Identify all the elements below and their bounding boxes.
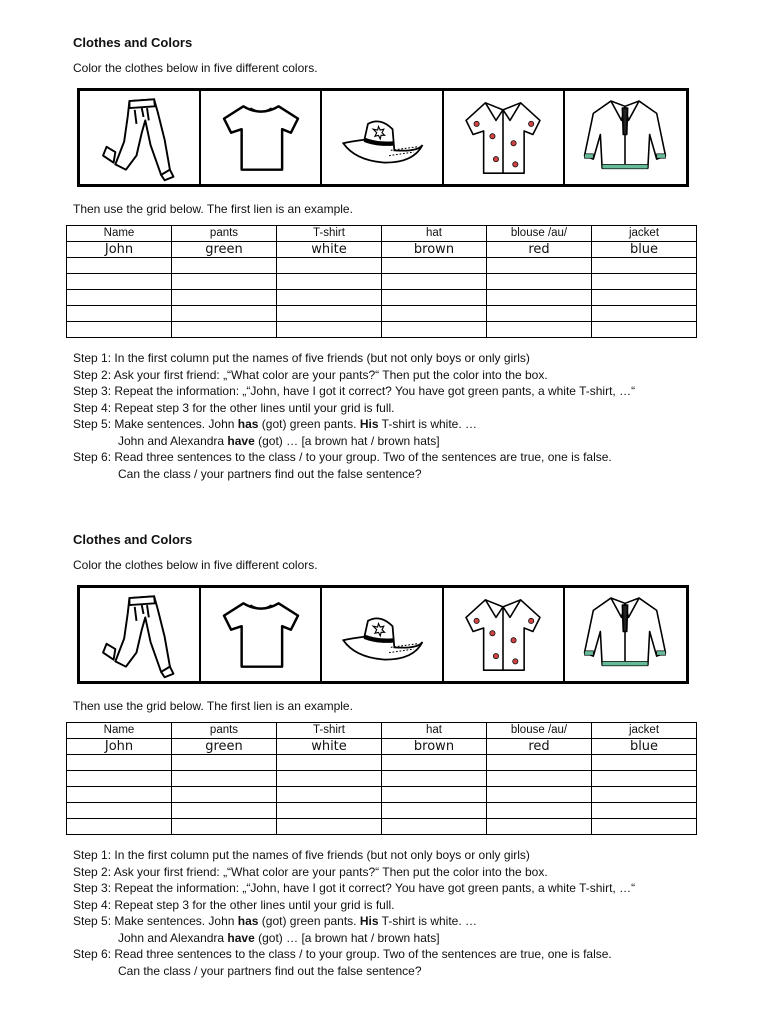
table-cell[interactable]: [382, 787, 487, 803]
table-row: [67, 290, 697, 306]
header-jacket: jacket: [592, 723, 697, 739]
table-row: [67, 803, 697, 819]
step-5-text: John and Alexandra: [118, 930, 228, 945]
example-row: [67, 739, 697, 755]
pants-cell: [80, 588, 201, 681]
header-hat: hat: [382, 226, 487, 242]
header-pants: pants: [172, 226, 277, 242]
table-cell[interactable]: [277, 787, 382, 803]
steps-list: [73, 350, 635, 482]
grid-intro: Then use the grid below. The first lien is an example.: [73, 202, 353, 216]
table-cell[interactable]: [487, 755, 592, 771]
jacket-cell: [565, 91, 686, 184]
step-5-text: (got) … [a brown hat / brown hats]: [254, 433, 440, 448]
table-row: [67, 771, 697, 787]
color-instruction: Color the clothes below in five different colors.: [73, 61, 318, 75]
table-cell[interactable]: [277, 819, 382, 835]
step-1: Step 1: In the first column put the names of five friends (but not only boys or only girls): [73, 351, 530, 365]
table-cell: blue: [592, 739, 697, 755]
blouse-icon: [457, 94, 549, 182]
hat-icon: [336, 94, 428, 182]
table-cell[interactable]: [592, 819, 697, 835]
step-5-text: Step 5: Make sentences. John: [73, 417, 238, 431]
table-cell[interactable]: [382, 819, 487, 835]
header-tshirt: T-shirt: [277, 723, 382, 739]
table-cell[interactable]: [277, 306, 382, 322]
table-row: [67, 819, 697, 835]
step-5-text: Step 5: Make sentences. John: [73, 914, 238, 928]
header-tshirt: T-shirt: [277, 226, 382, 242]
table-cell[interactable]: [592, 322, 697, 338]
table-cell[interactable]: [67, 274, 172, 290]
table-cell[interactable]: [277, 258, 382, 274]
table-cell[interactable]: [592, 306, 697, 322]
pants-icon: [94, 591, 186, 679]
blouse-icon: [457, 591, 549, 679]
table-cell[interactable]: [382, 755, 487, 771]
table-cell: green: [172, 739, 277, 755]
color-grid-table: [66, 225, 697, 338]
step-6-continued: Can the class / your partners find out the false sentence?: [118, 963, 422, 978]
table-cell[interactable]: [67, 306, 172, 322]
table-cell[interactable]: [172, 290, 277, 306]
header-hat: hat: [382, 723, 487, 739]
table-cell[interactable]: [487, 819, 592, 835]
table-cell[interactable]: [172, 274, 277, 290]
header-blouse: blouse /au/: [487, 723, 592, 739]
table-cell[interactable]: [67, 787, 172, 803]
table-cell[interactable]: [172, 787, 277, 803]
table-cell[interactable]: [172, 306, 277, 322]
table-cell[interactable]: [592, 290, 697, 306]
step-5-bold-have: have: [227, 930, 255, 945]
table-cell[interactable]: [382, 306, 487, 322]
clothes-picture-strip: [77, 88, 689, 187]
tshirt-cell: [201, 91, 322, 184]
step-6: Step 6: Read three sentences to the class / to your group. Two of the sentences are true, one is false.: [73, 947, 612, 961]
table-cell[interactable]: [277, 803, 382, 819]
table-cell[interactable]: [487, 258, 592, 274]
steps-list: [73, 847, 635, 979]
color-grid-table: [66, 722, 697, 835]
table-cell[interactable]: [277, 755, 382, 771]
step-5-bold-have: have: [227, 433, 255, 448]
table-cell[interactable]: [172, 755, 277, 771]
step-5-text: (got) … [a brown hat / brown hats]: [254, 930, 440, 945]
hat-icon: [336, 591, 428, 679]
step-5-text: (got) green pants.: [258, 417, 360, 431]
table-cell[interactable]: [172, 819, 277, 835]
table-cell[interactable]: [382, 258, 487, 274]
table-cell[interactable]: [487, 322, 592, 338]
table-cell[interactable]: [67, 771, 172, 787]
table-cell[interactable]: [592, 274, 697, 290]
jacket-icon: [579, 591, 671, 679]
table-cell[interactable]: [487, 274, 592, 290]
hat-cell: [322, 91, 443, 184]
tshirt-icon: [215, 591, 307, 679]
table-cell[interactable]: [382, 274, 487, 290]
blouse-cell: [444, 588, 565, 681]
table-cell[interactable]: [172, 771, 277, 787]
table-row: [67, 306, 697, 322]
step-2: Step 2: Ask your first friend: „“What color are your pants?“ Then put the color into the box.: [73, 367, 548, 382]
table-cell[interactable]: [277, 771, 382, 787]
table-cell[interactable]: [67, 258, 172, 274]
header-jacket: jacket: [592, 226, 697, 242]
table-cell: brown: [382, 242, 487, 258]
header-blouse: blouse /au/: [487, 226, 592, 242]
header-name: Name: [67, 723, 172, 739]
table-cell[interactable]: [382, 290, 487, 306]
jacket-cell: [565, 588, 686, 681]
table-cell: green: [172, 242, 277, 258]
table-cell[interactable]: [487, 306, 592, 322]
table-cell[interactable]: [592, 771, 697, 787]
table-cell: red: [487, 242, 592, 258]
step-4: Step 4: Repeat step 3 for the other lines until your grid is full.: [73, 400, 395, 415]
tshirt-icon: [215, 94, 307, 182]
table-cell[interactable]: [67, 819, 172, 835]
table-cell[interactable]: [67, 290, 172, 306]
pants-icon: [94, 94, 186, 182]
table-cell[interactable]: [592, 787, 697, 803]
table-cell[interactable]: [382, 771, 487, 787]
table-cell: white: [277, 242, 382, 258]
step-5-continued: [73, 930, 635, 947]
table-cell[interactable]: [67, 803, 172, 819]
table-cell[interactable]: [172, 803, 277, 819]
grid-intro: Then use the grid below. The first lien is an example.: [73, 699, 353, 713]
clothes-picture-strip: [77, 585, 689, 684]
tshirt-cell: [201, 588, 322, 681]
step-6-continued: Can the class / your partners find out the false sentence?: [118, 466, 422, 481]
table-row: [67, 787, 697, 803]
table-cell[interactable]: [592, 755, 697, 771]
step-5-text: John and Alexandra: [118, 433, 228, 448]
step-5-bold-his: His: [359, 914, 379, 928]
header-pants: pants: [172, 723, 277, 739]
table-cell: red: [487, 739, 592, 755]
table-cell[interactable]: [592, 803, 697, 819]
step-2: Step 2: Ask your first friend: „“What color are your pants?“ Then put the color into the box.: [73, 864, 548, 879]
table-cell: John: [67, 242, 172, 258]
table-cell[interactable]: [487, 803, 592, 819]
table-cell[interactable]: [172, 258, 277, 274]
table-cell[interactable]: [277, 290, 382, 306]
table-row: [67, 274, 697, 290]
table-cell[interactable]: [382, 322, 487, 338]
table-cell[interactable]: [67, 322, 172, 338]
table-cell: white: [277, 739, 382, 755]
table-row: [67, 258, 697, 274]
step-5-text: T-shirt is white. …: [378, 417, 477, 431]
table-cell[interactable]: [487, 290, 592, 306]
table-cell[interactable]: [172, 322, 277, 338]
table-cell[interactable]: [277, 322, 382, 338]
table-row: [67, 755, 697, 771]
jacket-icon: [579, 94, 671, 182]
step-5-continued: [73, 433, 635, 450]
step-5-text: (got) green pants.: [258, 914, 360, 928]
step-1: Step 1: In the first column put the names of five friends (but not only boys or only girls): [73, 848, 530, 862]
table-cell[interactable]: [592, 258, 697, 274]
table-header-row: [67, 723, 697, 739]
table-cell: John: [67, 739, 172, 755]
table-cell[interactable]: [67, 755, 172, 771]
table-cell: brown: [382, 739, 487, 755]
table-cell[interactable]: [487, 771, 592, 787]
table-row: [67, 322, 697, 338]
pants-cell: [80, 91, 201, 184]
example-row: [67, 242, 697, 258]
step-5: [73, 416, 635, 433]
table-cell[interactable]: [382, 803, 487, 819]
worksheet-title: Clothes and Colors: [73, 35, 193, 50]
header-name: Name: [67, 226, 172, 242]
step-3: Step 3: Repeat the information: „“John, have I got it correct? You have got green pants, a white T-shirt, …“: [73, 384, 636, 398]
step-3: Step 3: Repeat the information: „“John, have I got it correct? You have got green pants, a white T-shirt, …“: [73, 881, 636, 895]
step-5-bold-his: His: [359, 417, 379, 431]
worksheet-title: Clothes and Colors: [73, 532, 193, 547]
table-cell: blue: [592, 242, 697, 258]
table-cell[interactable]: [277, 274, 382, 290]
color-instruction: Color the clothes below in five different colors.: [73, 558, 318, 572]
step-6: Step 6: Read three sentences to the class / to your group. Two of the sentences are true, one is false.: [73, 450, 612, 464]
step-5: [73, 913, 635, 930]
step-5-bold-has: has: [237, 914, 259, 928]
table-cell[interactable]: [487, 787, 592, 803]
hat-cell: [322, 588, 443, 681]
table-header-row: [67, 226, 697, 242]
step-4: Step 4: Repeat step 3 for the other lines until your grid is full.: [73, 897, 395, 912]
step-5-text: T-shirt is white. …: [378, 914, 477, 928]
step-5-bold-has: has: [237, 417, 259, 431]
blouse-cell: [444, 91, 565, 184]
